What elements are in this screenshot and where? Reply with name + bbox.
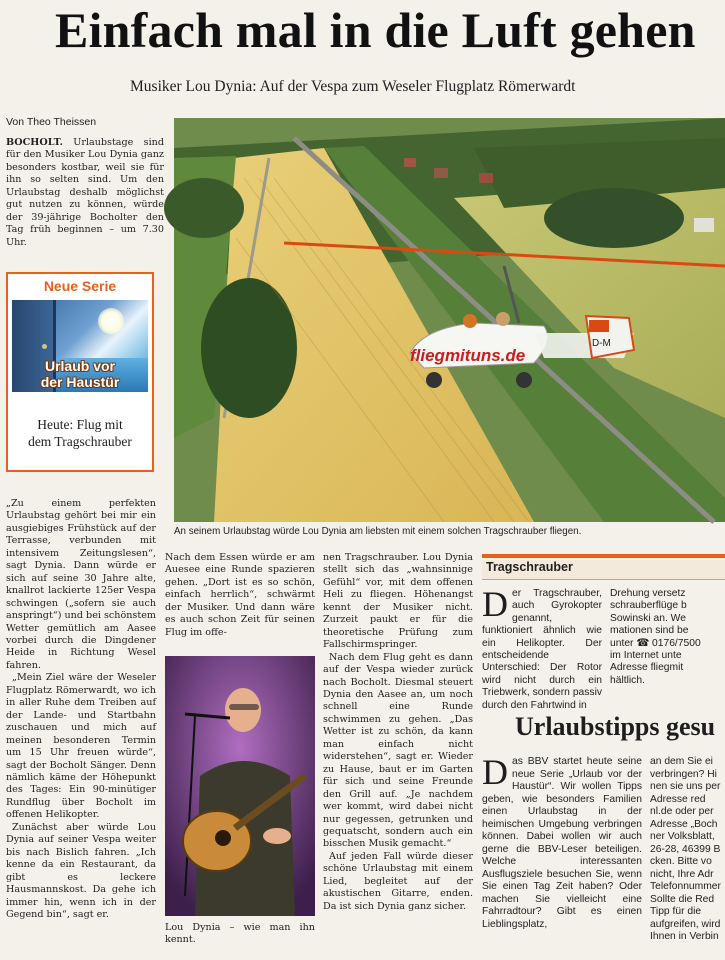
text-line: verbringen? Hi	[650, 768, 717, 780]
article-column-3	[323, 552, 473, 958]
series-logo-image	[12, 300, 148, 392]
infobox-body: er Tragschrauber, auch Gyrokopter genannt, funktioniert ähnlich wie ein Helikopter. Der entscheidende Unterschied: Der Rotor wird nicht durch ein Triebwerk, sondern passiv durch den Fahrtwind in	[482, 588, 602, 711]
text-line: unter ☎ 0176/7500	[610, 637, 701, 649]
intro-text: Urlaubstage sind für den Musiker Lou Dynia ganz besonders kostbar, weil sie für ihn so selten sind. Um den Urlaubstag deshalb möglichst gut nutzen zu können, würde der 39-jährige Bocholter den Tag früh beginnen – um 7.30 Uhr.	[6, 137, 164, 248]
text-line: Ihnen in Verbin	[650, 931, 719, 942]
infobox-rule	[482, 554, 725, 558]
photo-caption: An seinem Urlaubstag würde Lou Dynia am liebsten mit einem solchen Tragschrauber fliegen.	[174, 526, 582, 537]
text-line: 26-28, 46399 B	[650, 843, 721, 855]
text-line: an dem Sie ei	[650, 756, 713, 767]
paragraph: „Zu einem perfekten Urlaubstag gehört bei mir ein ausgiebiges Frühstück auf der Terrasse, verbunden mit intensivem Zeitungslesen“, sagt Dynia. Dann würde er sich auf seine 30 Jahre alte, knallrot lackierte 125er Vespa schwingen („sofern sie auch anspringt“) und bei schönstem Wetter gemütlich am Aasee vorbei durch die Dingdener Heide in Richtung Wesel fahren.	[6, 498, 156, 671]
aerial-landscape	[174, 118, 725, 522]
text-line: hältlich.	[610, 674, 645, 686]
text-line: Adresse red	[650, 793, 706, 805]
article-column-1	[6, 498, 156, 958]
tail-registration: D-M	[592, 338, 611, 349]
paragraph: nen Tragschrauber. Lou Dynia stellt sich das „wahnsinnige Gefühl“ vor, mit dem offenen Heli zu fliegen. Höhenangst kennt der Musiker nicht. Zurzeit paukt er für die theoretische Prüfung zum Fallschirmspringer.	[323, 552, 473, 651]
text-line: Adresse fliegmit	[610, 662, 684, 674]
text-line: Drehung versetz	[610, 588, 686, 599]
text-line: ner Volksblatt,	[650, 831, 715, 842]
sun-graphic	[98, 308, 124, 334]
article-column-2	[165, 552, 315, 652]
text-line: Tipp für die	[650, 906, 702, 917]
subheadline: Musiker Lou Dynia: Auf der Vespa zum Weseler Flugplatz Römerwardt	[130, 78, 576, 95]
text-line: aufgreifen, wird	[650, 918, 721, 930]
byline: Von Theo Theissen	[6, 116, 97, 128]
series-teaser-box	[6, 272, 154, 472]
text-line: nen sie uns per	[650, 781, 721, 792]
text-line: nl.de oder per	[650, 806, 714, 817]
urlaubstipps-body: as BBV startet heute seine neue Serie „Urlaub vor der Haustür“. Wir wollen Tipps geben, wie besonders Familien einen Urlaubstag in der heimischen Umgebung verbringen können. Dabei wollen wir auch gerne die BBV-Leser beteiligen. Welche interessanten Ausflugsziele besuchen Sie, wenn Sie einen Tag Zeit haben? Oder machen Sie vielleicht eine Fahrradtour? Gibt es einen Lieblingsplatz,	[482, 756, 642, 930]
text-line: schrauberflüge b	[610, 600, 687, 612]
urlaubstipps-heading: Urlaubstipps gesu	[515, 712, 716, 741]
headline: Einfach mal in die Luft gehen	[55, 2, 696, 58]
musician-portrait	[165, 656, 315, 916]
text-line: Telefonnummer	[650, 881, 721, 892]
intro-paragraph	[6, 137, 164, 269]
series-logo-line2: der Haustür	[40, 374, 120, 390]
paragraph: Nach dem Flug geht es dann auf der Vespa wieder zurück nach Bocholt. Diesmal steuert Dynia den Aasee an, um noch schnell eine Runde schwimmen zu gehen. „Das Wetter ist zu schön, da kann man einfach nicht widerstehen“, sagt er. Wieder zu Hause, baut er im Garten für sich und seine Freunde den Grill auf. „Je nachdem wer kommt, wird dabei nicht nur gegessen, getrunken und gequatscht, sondern auch ein bisschen Musik gemacht.“	[323, 651, 473, 850]
infobox-text-right	[610, 588, 725, 696]
infobox-dropcap: D	[482, 584, 508, 624]
infobox-title: Tragschrauber	[482, 560, 725, 580]
lou-dynia-photo	[165, 656, 315, 916]
paragraph: „Mein Ziel wäre der Weseler Flugplatz Römerwardt, wo ich in aller Ruhe dem Treiben auf der Lande- und Startbahn zuschauen und mich auf meinen besonderen Termin um 15 Uhr freuen würde“, sagt der Bocholt Sänger. Denn nämlich käme der Höhepunkt des Tages: Ein 90-minütiger Rundflug über Bocholt im offenen Helikopter.	[6, 672, 156, 821]
dateline: BOCHOLT.	[6, 137, 63, 148]
series-logo-line1: Urlaub vor	[44, 358, 115, 374]
text-line: Sowinski an. We	[610, 612, 686, 624]
text-line: Sollte die Red	[650, 893, 715, 905]
gyrocopter-photo	[174, 118, 725, 522]
portrait-caption: Lou Dynia – wie man ihn kennt.	[165, 922, 315, 946]
text-line: mationen sind be	[610, 625, 689, 637]
series-caption-line1: Heute: Flug mit	[37, 417, 123, 432]
urlaubstipps-column-2	[650, 756, 725, 956]
urlaubstipps-column-1	[482, 752, 642, 956]
text-line: Adresse „Boch	[650, 818, 718, 830]
aircraft-lettering: fliegmituns.de	[410, 346, 526, 365]
series-caption-line2: dem Tragschrauber	[28, 434, 132, 449]
text-line: cken. Bitte vo	[650, 856, 712, 867]
infobox-text	[482, 584, 602, 711]
paragraph: Zunächst aber würde Lou Dynia auf seiner Vespa weiter bis nach Bislich fahren. „Ich kenne da ein Restaurant, da gibt es leckere Hausmannskost. Da gehe ich immer hin, wenn ich in der Gegend bin“, sagt er.	[6, 821, 156, 920]
paragraph: Nach dem Essen würde er am Auesee eine Runde spazieren gehen. „Dort ist es so schön, einfach herrlich“, schwärmt der Musiker. Und dann wäre es auch schon Zeit für seinen Flug im offe-	[165, 552, 315, 638]
series-tag: Neue Serie	[43, 278, 117, 294]
series-logo-title	[12, 358, 148, 390]
text-line: im Internet unte	[610, 650, 682, 662]
series-caption	[8, 416, 152, 450]
paragraph: Auf jeden Fall würde dieser schöne Urlaubstag mit einem Lied, begleitet auf der akustischen Gitarre, enden. Da ist sich Dynia ganz sicher.	[323, 850, 473, 912]
urlaubstipps-dropcap: D	[482, 752, 508, 792]
text-line: nicht, Ihre Adr	[650, 868, 714, 880]
